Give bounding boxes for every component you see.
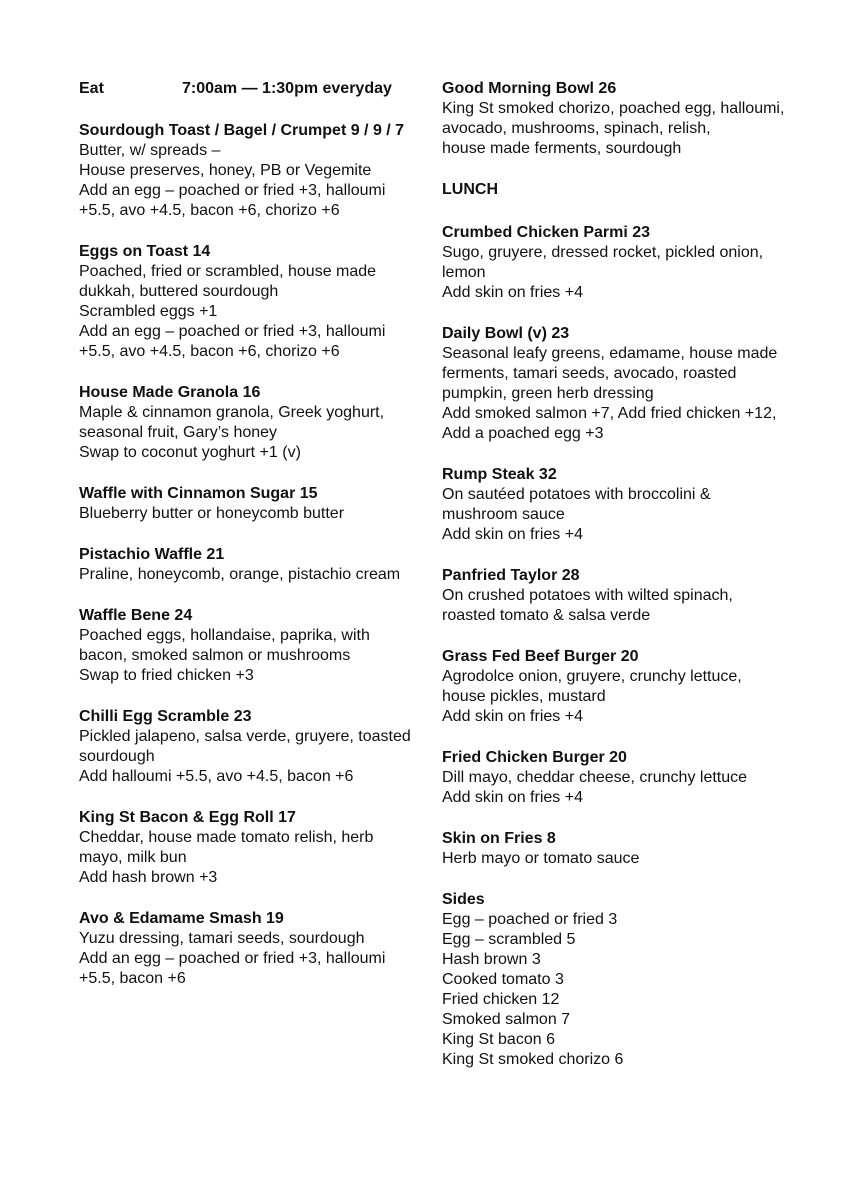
menu-item-line: Poached, fried or scrambled, house made dukkah, buttered sourdough [79, 263, 377, 300]
side-item: Egg – scrambled 5 [442, 931, 576, 948]
menu-header-label: Eat [79, 80, 104, 97]
menu-item [442, 465, 787, 545]
side-item: Fried chicken 12 [442, 991, 560, 1008]
menu-item-line: Add skin on fries +4 [442, 708, 583, 725]
menu-item [442, 79, 787, 159]
menu-item-title: Chilli Egg Scramble 23 [79, 708, 252, 725]
menu-item-line: Add hash brown +3 [79, 869, 218, 886]
menu-item [442, 566, 787, 626]
menu-item-title: King St Bacon & Egg Roll 17 [79, 809, 296, 826]
sides-list [442, 910, 787, 1070]
menu-item-title: Eggs on Toast 14 [79, 243, 211, 260]
side-item: King St bacon 6 [442, 1031, 555, 1048]
menu-item-title: Good Morning Bowl 26 [442, 80, 617, 97]
menu-item [442, 647, 787, 727]
menu-item-title: House Made Granola 16 [79, 384, 261, 401]
menu-item [79, 545, 419, 585]
menu-item [79, 606, 419, 686]
side-item: Smoked salmon 7 [442, 1011, 571, 1028]
menu-item-line: Butter, w/ spreads – [79, 142, 221, 159]
menu-item-line: Swap to fried chicken +3 [79, 667, 254, 684]
menu-item [442, 829, 787, 869]
menu-item-line: House preserves, honey, PB or Vegemite [79, 162, 372, 179]
menu-item-title: Sourdough Toast / Bagel / Crumpet 9 / 9 / 7 [79, 122, 405, 139]
menu-item-title: Panfried Taylor 28 [442, 567, 580, 584]
menu-item-line: Add skin on fries +4 [442, 526, 583, 543]
menu-right-column [442, 79, 787, 1091]
menu-item [79, 242, 419, 362]
menu-item-line: Poached eggs, hollandaise, paprika, with bacon, smoked salmon or mushrooms [79, 627, 370, 664]
side-item: King St smoked chorizo 6 [442, 1051, 624, 1068]
menu-item [79, 121, 419, 221]
menu-item-line: Add smoked salmon +7, Add fried chicken +12, Add a poached egg +3 [442, 405, 777, 442]
menu-item [79, 707, 419, 787]
menu-item-line: On sautéed potatoes with broccolini & mushroom sauce [442, 486, 711, 523]
menu-item-line: Swap to coconut yoghurt +1 (v) [79, 444, 301, 461]
menu-item [79, 383, 419, 463]
menu-item [442, 748, 787, 808]
breakfast-items [79, 121, 419, 989]
menu-item-line: Blueberry butter or honeycomb butter [79, 505, 345, 522]
menu-item-line: Cheddar, house made tomato relish, herb mayo, milk bun [79, 829, 374, 866]
menu-item-title: Grass Fed Beef Burger 20 [442, 648, 639, 665]
menu-item [442, 223, 787, 303]
menu-item-title: Pistachio Waffle 21 [79, 546, 225, 563]
menu-item-line: Add halloumi +5.5, avo +4.5, bacon +6 [79, 768, 354, 785]
menu-item-line: Pickled jalapeno, salsa verde, gruyere, toasted sourdough [79, 728, 411, 765]
menu-item-title: Daily Bowl (v) 23 [442, 325, 570, 342]
side-item: Egg – poached or fried 3 [442, 911, 618, 928]
menu-item-line: house made ferments, sourdough [442, 140, 682, 157]
sides-section [442, 890, 787, 1070]
menu-item-title: Skin on Fries 8 [442, 830, 556, 847]
menu-item-title: Waffle Bene 24 [79, 607, 193, 624]
menu-item-line: Add an egg – poached or fried +3, halloumi +5.5, avo +4.5, bacon +6, chorizo +6 [79, 323, 386, 360]
menu-left-column [79, 79, 419, 1010]
menu-item-line: Herb mayo or tomato sauce [442, 850, 640, 867]
menu-item-title: Crumbed Chicken Parmi 23 [442, 224, 651, 241]
menu-item-line: Agrodolce onion, gruyere, crunchy lettuce, house pickles, mustard [442, 668, 742, 705]
lunch-heading: LUNCH [442, 181, 498, 198]
menu-item-line: On crushed potatoes with wilted spinach, roasted tomato & salsa verde [442, 587, 733, 624]
menu-item [79, 909, 419, 989]
menu-item-line: King St smoked chorizo, poached egg, halloumi, avocado, mushrooms, spinach, relish, [442, 100, 785, 137]
menu-item-line: Add skin on fries +4 [442, 284, 583, 301]
sides-title: Sides [442, 891, 485, 908]
lunch-items [442, 223, 787, 869]
menu-item-title: Waffle with Cinnamon Sugar 15 [79, 485, 318, 502]
menu-item-title: Avo & Edamame Smash 19 [79, 910, 284, 927]
menu-item [79, 808, 419, 888]
side-item: Cooked tomato 3 [442, 971, 564, 988]
menu-item-line: Add an egg – poached or fried +3, halloumi +5.5, avo +4.5, bacon +6, chorizo +6 [79, 182, 386, 219]
menu-item-line: Maple & cinnamon granola, Greek yoghurt, seasonal fruit, Gary’s honey [79, 404, 385, 441]
menu-item [442, 324, 787, 444]
side-item: Hash brown 3 [442, 951, 541, 968]
menu-header [79, 79, 419, 99]
menu-item [79, 484, 419, 524]
menu-item-line: Yuzu dressing, tamari seeds, sourdough [79, 930, 365, 947]
menu-item-line: Seasonal leafy greens, edamame, house made ferments, tamari seeds, avocado, roasted pumpkin, green herb dressing [442, 345, 778, 402]
menu-hours: 7:00am — 1:30pm everyday [182, 80, 392, 97]
menu-item-line: Praline, honeycomb, orange, pistachio cream [79, 566, 401, 583]
menu-item-title: Fried Chicken Burger 20 [442, 749, 627, 766]
menu-item-line: Dill mayo, cheddar cheese, crunchy lettuce [442, 769, 748, 786]
menu-item-line: Add an egg – poached or fried +3, halloumi +5.5, bacon +6 [79, 950, 386, 987]
menu-item-line: Scrambled eggs +1 [79, 303, 218, 320]
menu-item-title: Rump Steak 32 [442, 466, 557, 483]
menu-item-line: Add skin on fries +4 [442, 789, 583, 806]
menu-item-line: Sugo, gruyere, dressed rocket, pickled onion, lemon [442, 244, 764, 281]
